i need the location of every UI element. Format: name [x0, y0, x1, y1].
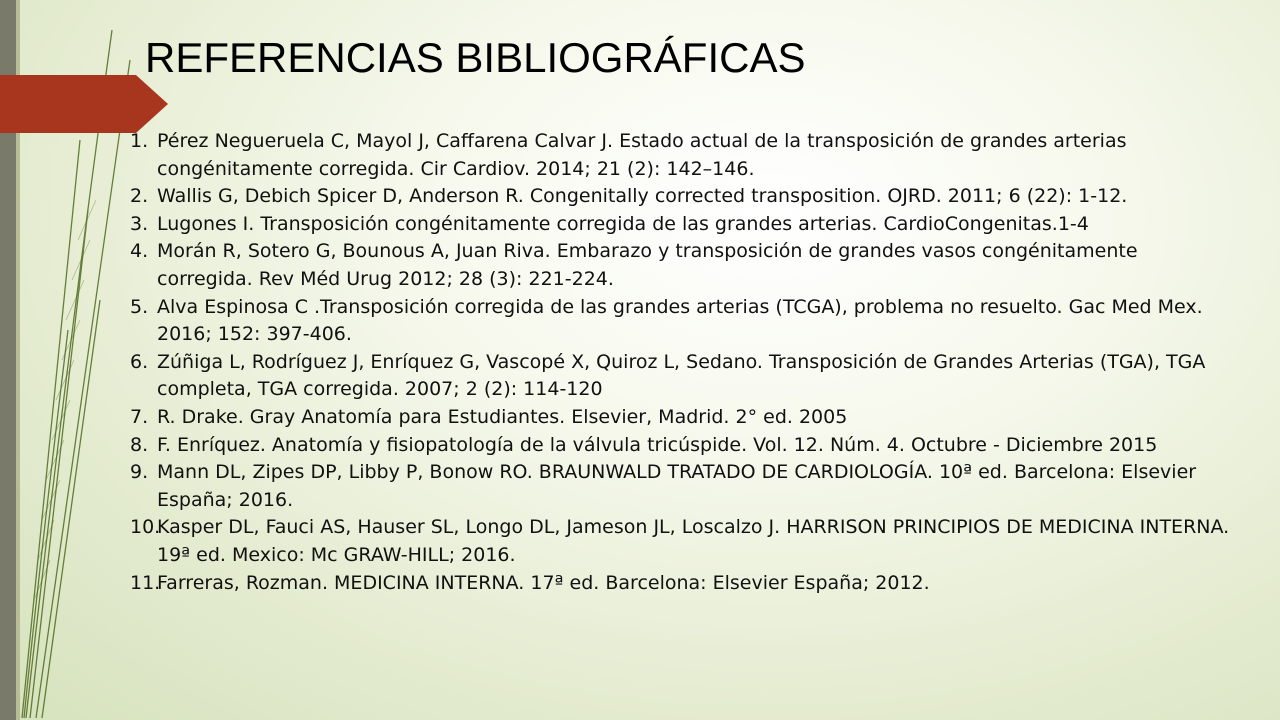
reference-number: 1. — [130, 130, 149, 152]
reference-number: 8. — [130, 433, 149, 456]
reference-number: 5. — [130, 295, 149, 318]
reference-text: Alva Espinosa C .Transposición corregida de las grandes arterias (TCGA), problema no resuelto. Gac Med Mex. 2016; 152: 397-406. — [157, 295, 1203, 346]
reference-item — [130, 432, 1230, 460]
reference-text: Morán R, Sotero G, Bounous A, Juan Riva. Embarazo y transposición de grandes vasos congénitamente corregida. Rev Méd Urug 2012; 28 (3): 221-224. — [157, 240, 1138, 290]
reference-number: 9. — [130, 461, 149, 484]
reference-number: 3. — [130, 212, 149, 235]
reference-text: F. Enríquez. Anatomía y fisiopatología de la válvula tricúspide. Vol. 12. Núm. 4. Octubre - Diciembre 2015 — [157, 433, 1158, 456]
reference-number: 2. — [130, 185, 149, 208]
reference-text: Zúñiga L, Rodríguez J, Enríquez G, Vascopé X, Quiroz L, Sedano. Transposición de Grandes Arterias (TGA), TGA completa, TGA corregida. 2007; 2 (2): 114-120 — [157, 350, 1206, 401]
reference-item — [130, 459, 1230, 514]
reference-text: Farreras, Rozman. MEDICINA INTERNA. 17ª ed. Barcelona: Elsevier España; 2012. — [157, 571, 930, 594]
title-arrow-tab — [0, 75, 168, 133]
slide-title: REFERENCIAS BIBLIOGRÁFICAS — [145, 34, 806, 81]
reference-number: 11. — [130, 571, 161, 594]
reference-number: 6. — [130, 350, 149, 373]
reference-item — [130, 183, 1230, 211]
reference-text: Kasper DL, Fauci AS, Hauser SL, Longo DL, Jameson JL, Loscalzo J. HARRISON PRINCIPIOS DE MEDICINA INTERNA. 19ª ed. Mexico: Mc GRAW-HILL; 2016. — [157, 516, 1230, 566]
reference-item — [130, 570, 1230, 598]
reference-number: 10. — [130, 516, 161, 539]
reference-item — [130, 349, 1230, 404]
reference-item — [130, 128, 1230, 183]
reference-text: Wallis G, Debich Spicer D, Anderson R. Congenitally corrected transposition. OJRD. 2011; 6 (22): 1-12. — [157, 185, 1128, 208]
reference-text: Lugones I. Transposición congénitamente corregida de las grandes arterias. CardioCongenitas.1-4 — [157, 212, 1089, 235]
reference-item — [130, 211, 1230, 239]
reference-item — [130, 514, 1230, 569]
reference-number: 4. — [130, 240, 149, 263]
reference-item — [130, 238, 1230, 293]
reference-text: Mann DL, Zipes DP, Libby P, Bonow RO. BRAUNWALD TRATADO DE CARDIOLOGÍA. 10ª ed. Barcelona: Elsevier España; 2016. — [157, 461, 1197, 511]
reference-text: Pérez Negueruela C, Mayol J, Caffarena Calvar J. Estado actual de la transposición de grandes arterias congénitamente corregida. Cir Cardiov. 2014; 21 (2): 142–146. — [157, 130, 1127, 180]
reference-item — [130, 404, 1230, 432]
reference-list — [130, 128, 1230, 597]
reference-text: R. Drake. Gray Anatomía para Estudiantes. Elsevier, Madrid. 2° ed. 2005 — [157, 405, 848, 428]
reference-number: 7. — [130, 405, 149, 428]
reference-item — [130, 294, 1230, 349]
